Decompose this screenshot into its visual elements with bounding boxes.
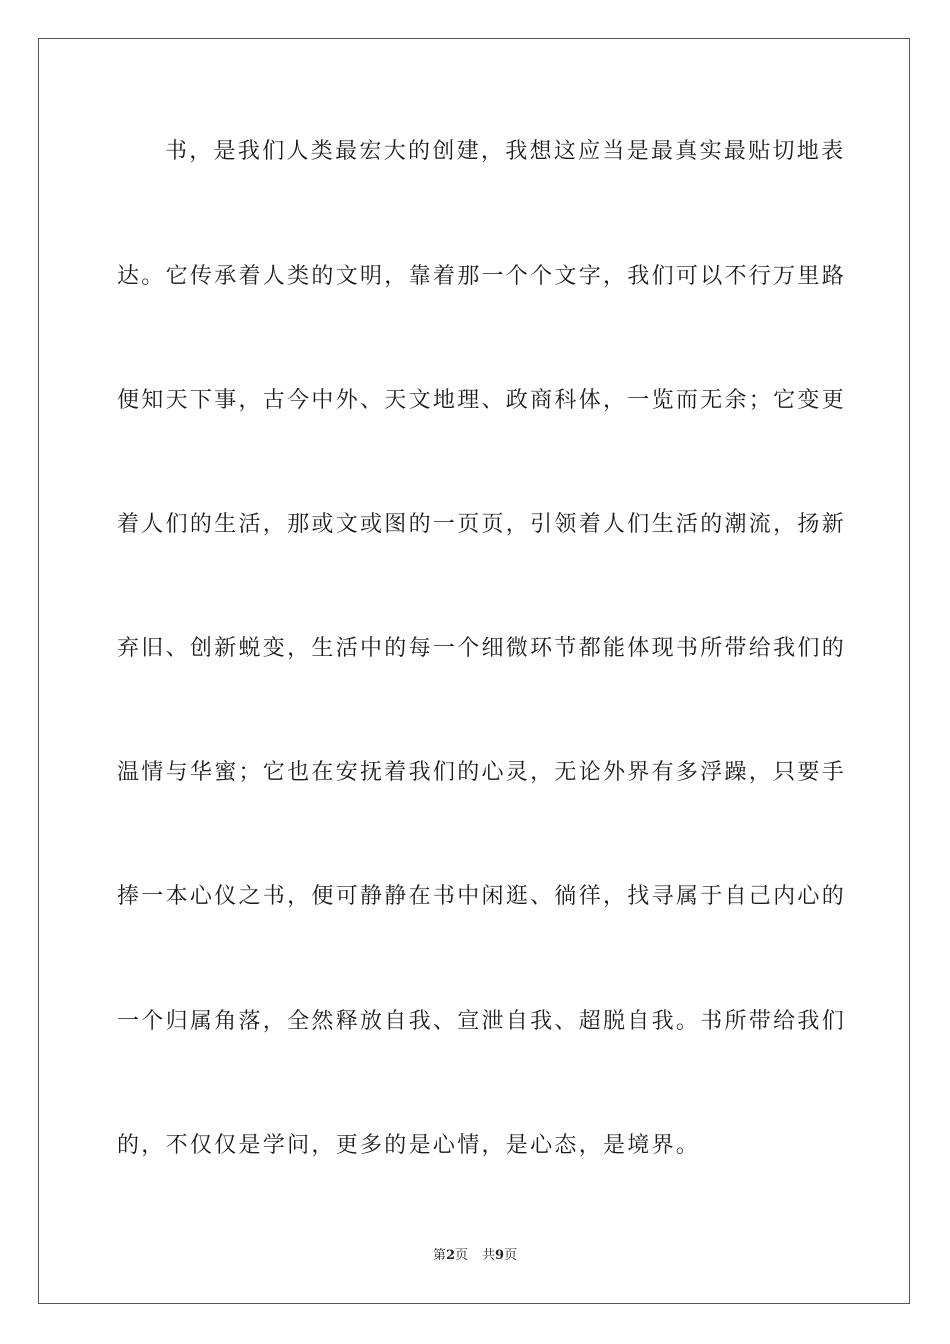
page-suffix: 页 — [454, 1248, 468, 1263]
total-pages-number: 9 — [495, 1248, 505, 1263]
paragraph-line: 着人们的生活，那或文或图的一页页，引领着人们生活的潮流，扬新 — [117, 512, 847, 537]
page-prefix: 第 — [432, 1248, 446, 1263]
paragraph-line: 捧一本心仪之书，便可静静在书中闲逛、徜徉，找寻属于自己内心的 — [117, 884, 847, 909]
paragraph-line: 达。它传承着人类的文明，靠着那一个个文字，我们可以不行万里路 — [117, 264, 847, 289]
total-prefix: 共 — [482, 1248, 496, 1263]
total-suffix: 页 — [504, 1248, 518, 1263]
paragraph-line: 书，是我们人类最宏大的创建，我想这应当是最真实最贴切地表 — [165, 139, 846, 164]
paragraph-line: 弃旧、创新蜕变，生活中的每一个细微环节都能体现书所带给我们的 — [117, 636, 847, 661]
paragraph-line: 一个归属角落，全然释放自我、宣泄自我、超脱自我。书所带给我们 — [117, 1009, 847, 1034]
current-page-number: 2 — [445, 1248, 455, 1263]
page-border — [38, 38, 910, 1304]
paragraph-line: 便知天下事，古今中外、天文地理、政商科体，一览而无余；它变更 — [117, 388, 847, 413]
page-footer — [0, 1247, 950, 1265]
paragraph-line: 温情与华蜜；它也在安抚着我们的心灵，无论外界有多浮躁，只要手 — [117, 760, 847, 785]
paragraph-line: 的，不仅仅是学问，更多的是心情，是心态，是境界。 — [117, 1133, 701, 1158]
